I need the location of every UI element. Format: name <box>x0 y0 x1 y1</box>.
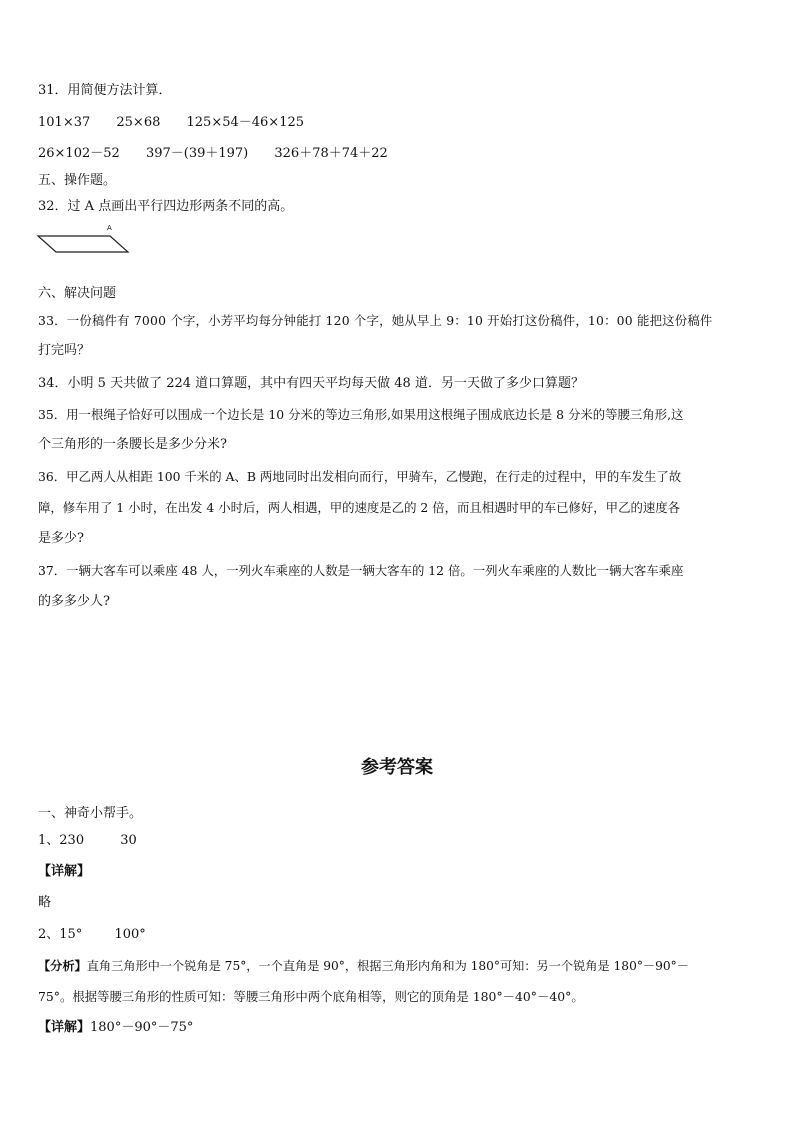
q33-line2: 打完吗？ <box>38 343 91 358</box>
q35-line2: 个三角形的一条腰长是多少分米? <box>38 437 227 452</box>
q31-title: 31．用简便方法计算． <box>38 83 172 98</box>
q36-line3: 是多少? <box>38 531 84 546</box>
q31-row1 <box>38 114 304 132</box>
answer-value: 1、230 <box>38 833 85 848</box>
answer-1-detail: 略 <box>38 895 52 910</box>
section-six-heading: 六、解决问题 <box>38 286 117 301</box>
q31-expr: 101×37 <box>38 115 91 130</box>
parallelogram-shape <box>34 224 134 256</box>
q31-row2 <box>38 145 388 163</box>
q31-expr: 397－(39＋197) <box>145 146 249 161</box>
section-five-heading: 五、操作题。 <box>38 173 117 188</box>
answer-2-analysis-line2: 75°。根据等腰三角形的性质可知：等腰三角形中两个底角相等，则它的顶角是 180°－40°－40°。 <box>38 989 584 1004</box>
answers-section-one: 一、神奇小帮手。 <box>38 806 143 821</box>
answer-value: 100° <box>114 927 146 942</box>
answer-1 <box>38 832 137 850</box>
analysis-text: 直角三角形中一个锐角是 75°，一个直角是 90°，根据三角形内角和为 180°可知：另一个锐角是 180°－90°－ <box>86 959 689 973</box>
q35-line1: 35．用一根绳子恰好可以围成一个边长是 10 分米的等边三角形,如果用这根绳子围成底边长是 8 分米的等腰三角形,这 <box>38 407 684 422</box>
q32-text: 32．过 A 点画出平行四边形两条不同的高。 <box>38 199 294 214</box>
answer-2-detail <box>38 1019 193 1037</box>
q33-line1: 33．一份稿件有 7000 个字，小芳平均每分钟能打 120 个字，她从早上 9：10 开始打这份稿件，10：00 能把这份稿件 <box>38 313 713 328</box>
answer-value: 30 <box>120 833 137 848</box>
detail-label: 【详解】 <box>38 1020 91 1035</box>
q31-expr: 326＋78＋74＋22 <box>274 146 388 161</box>
q34-text: 34．小明 5 天共做了 224 道口算题，其中有四天平均每天做 48 道．另一天做了多少口算题？ <box>38 376 584 391</box>
q37-line2: 的多多少人? <box>38 594 110 609</box>
q31-expr: 125×54－46×125 <box>186 115 305 130</box>
q31-expr: 25×68 <box>116 115 161 130</box>
answer-value: 2、15° <box>38 927 83 942</box>
point-a-label: A <box>107 224 112 232</box>
answer-2 <box>38 926 146 944</box>
q36-line1: 36．甲乙两人从相距 100 千米的 A、B 两地同时出发相向而行，甲骑车，乙慢跑，在行走的过程中，甲的车发生了故 <box>38 469 682 484</box>
answers-title: 参考答案 <box>361 757 433 778</box>
q37-line1: 37．一辆大客车可以乘座 48 人，一列火车乘座的人数是一辆大客车的 12 倍。一列火车乘座的人数比一辆大客车乘座 <box>38 563 684 578</box>
q31-expr: 26×102－52 <box>38 146 120 161</box>
detail-label: 【详解】 <box>38 864 91 879</box>
q36-line2: 障，修车用了 1 小时，在出发 4 小时后，两人相遇，甲的速度是乙的 2 倍，而且相遇时甲的车已修好，甲乙的速度各 <box>38 500 681 515</box>
detail-text: 180°－90°－75° <box>90 1020 194 1035</box>
analysis-label: 【分析】 <box>38 959 87 973</box>
answer-2-analysis-line1 <box>38 957 689 975</box>
